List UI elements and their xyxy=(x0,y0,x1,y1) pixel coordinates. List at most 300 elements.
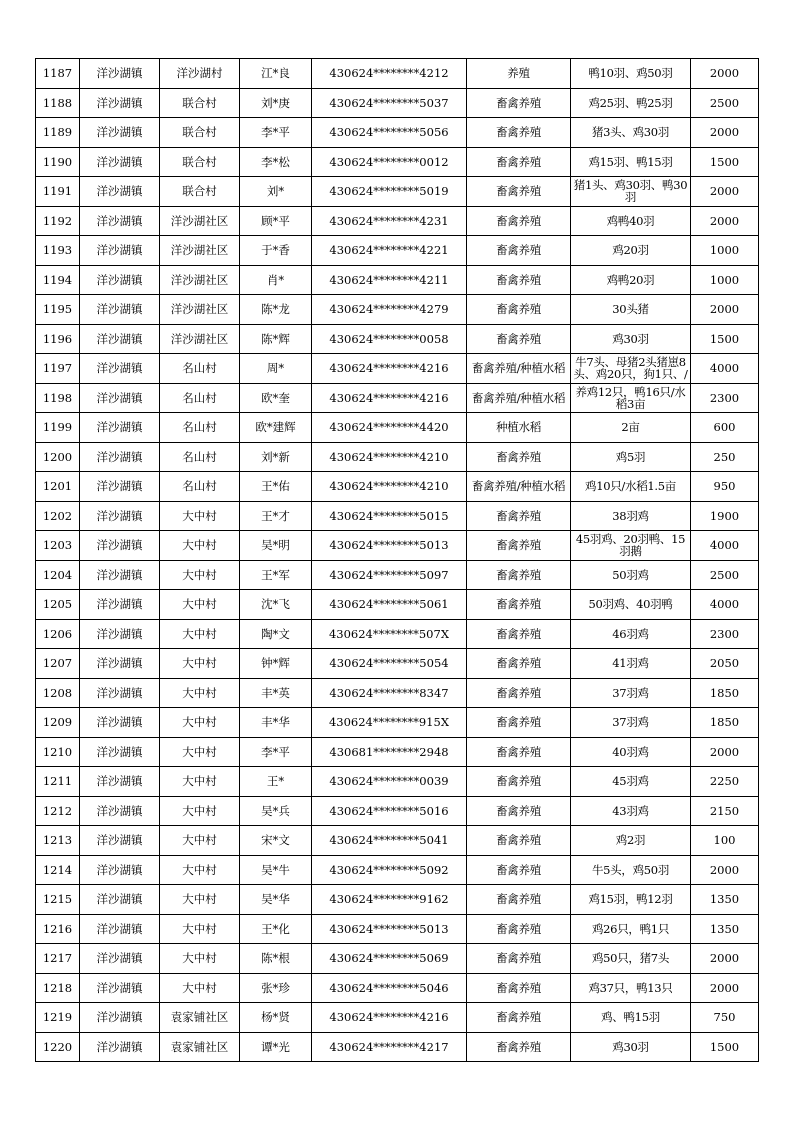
cell-id-number: 430624********5013 xyxy=(312,531,467,561)
cell-name: 陈*龙 xyxy=(240,295,312,325)
cell-name: 吴*牛 xyxy=(240,855,312,885)
cell-town: 洋沙湖镇 xyxy=(80,265,160,295)
cell-village: 大中村 xyxy=(160,501,240,531)
cell-town: 洋沙湖镇 xyxy=(80,885,160,915)
cell-name: 王*化 xyxy=(240,914,312,944)
cell-amount: 2050 xyxy=(691,649,759,679)
cell-amount: 1000 xyxy=(691,265,759,295)
cell-village: 大中村 xyxy=(160,590,240,620)
table-row xyxy=(36,265,759,295)
cell-town: 洋沙湖镇 xyxy=(80,118,160,148)
cell-scale: 鸡、鸭15羽 xyxy=(571,1003,691,1033)
table-row xyxy=(36,649,759,679)
cell-village: 洋沙湖社区 xyxy=(160,236,240,266)
cell-town: 洋沙湖镇 xyxy=(80,914,160,944)
cell-town: 洋沙湖镇 xyxy=(80,796,160,826)
cell-village: 联合村 xyxy=(160,147,240,177)
cell-town: 洋沙湖镇 xyxy=(80,678,160,708)
cell-scale: 41羽鸡 xyxy=(571,649,691,679)
cell-village: 大中村 xyxy=(160,708,240,738)
cell-town: 洋沙湖镇 xyxy=(80,649,160,679)
cell-row-number: 1220 xyxy=(36,1032,80,1062)
cell-name: 陶*文 xyxy=(240,619,312,649)
cell-id-number: 430624********5069 xyxy=(312,944,467,974)
cell-amount: 2000 xyxy=(691,59,759,89)
cell-row-number: 1210 xyxy=(36,737,80,767)
cell-amount: 2000 xyxy=(691,737,759,767)
cell-amount: 2500 xyxy=(691,560,759,590)
cell-village: 联合村 xyxy=(160,177,240,207)
cell-town: 洋沙湖镇 xyxy=(80,501,160,531)
cell-amount: 4000 xyxy=(691,354,759,384)
table-row xyxy=(36,236,759,266)
cell-id-number: 430624********0058 xyxy=(312,324,467,354)
table-row xyxy=(36,354,759,384)
cell-amount: 950 xyxy=(691,472,759,502)
cell-village: 大中村 xyxy=(160,649,240,679)
cell-scale: 鸡15羽、鸭15羽 xyxy=(571,147,691,177)
cell-row-number: 1193 xyxy=(36,236,80,266)
cell-scale: 鸡25羽、鸭25羽 xyxy=(571,88,691,118)
subsidy-table xyxy=(35,58,759,1062)
table-row xyxy=(36,501,759,531)
cell-name: 顾*平 xyxy=(240,206,312,236)
cell-scale: 45羽鸡 xyxy=(571,767,691,797)
cell-id-number: 430624********4221 xyxy=(312,236,467,266)
cell-name: 杨*贤 xyxy=(240,1003,312,1033)
cell-row-number: 1197 xyxy=(36,354,80,384)
cell-industry-type: 畜禽养殖 xyxy=(467,737,571,767)
cell-village: 名山村 xyxy=(160,442,240,472)
cell-row-number: 1217 xyxy=(36,944,80,974)
cell-name: 吴*华 xyxy=(240,885,312,915)
cell-village: 大中村 xyxy=(160,767,240,797)
cell-name: 谭*光 xyxy=(240,1032,312,1062)
cell-row-number: 1208 xyxy=(36,678,80,708)
cell-town: 洋沙湖镇 xyxy=(80,354,160,384)
cell-name: 李*平 xyxy=(240,737,312,767)
cell-id-number: 430624********4210 xyxy=(312,472,467,502)
cell-scale: 鸡30羽 xyxy=(571,1032,691,1062)
cell-scale: 猪1头、鸡30羽、鸭30羽 xyxy=(571,177,691,207)
table-row xyxy=(36,177,759,207)
cell-scale: 37羽鸡 xyxy=(571,678,691,708)
table-row xyxy=(36,914,759,944)
cell-id-number: 430624********4211 xyxy=(312,265,467,295)
cell-amount: 2500 xyxy=(691,88,759,118)
cell-scale: 40羽鸡 xyxy=(571,737,691,767)
cell-industry-type: 畜禽养殖 xyxy=(467,767,571,797)
cell-industry-type: 畜禽养殖 xyxy=(467,531,571,561)
cell-village: 大中村 xyxy=(160,619,240,649)
table-row xyxy=(36,383,759,413)
cell-scale: 鸡20羽 xyxy=(571,236,691,266)
cell-name: 王*佑 xyxy=(240,472,312,502)
cell-industry-type: 养殖 xyxy=(467,59,571,89)
cell-industry-type: 畜禽养殖 xyxy=(467,1032,571,1062)
table-row xyxy=(36,442,759,472)
table-row xyxy=(36,826,759,856)
cell-industry-type: 畜禽养殖 xyxy=(467,885,571,915)
cell-row-number: 1191 xyxy=(36,177,80,207)
cell-industry-type: 畜禽养殖 xyxy=(467,590,571,620)
cell-id-number: 430624********5061 xyxy=(312,590,467,620)
cell-row-number: 1209 xyxy=(36,708,80,738)
cell-scale: 鸡15羽，鸭12羽 xyxy=(571,885,691,915)
table-row xyxy=(36,855,759,885)
cell-industry-type: 畜禽养殖 xyxy=(467,147,571,177)
cell-name: 张*珍 xyxy=(240,973,312,1003)
cell-id-number: 430624********5056 xyxy=(312,118,467,148)
cell-town: 洋沙湖镇 xyxy=(80,413,160,443)
cell-town: 洋沙湖镇 xyxy=(80,88,160,118)
cell-name: 周* xyxy=(240,354,312,384)
cell-scale: 37羽鸡 xyxy=(571,708,691,738)
cell-town: 洋沙湖镇 xyxy=(80,973,160,1003)
cell-town: 洋沙湖镇 xyxy=(80,1032,160,1062)
cell-amount: 2000 xyxy=(691,944,759,974)
table-row xyxy=(36,973,759,1003)
cell-amount: 2300 xyxy=(691,619,759,649)
cell-industry-type: 畜禽养殖 xyxy=(467,295,571,325)
cell-village: 名山村 xyxy=(160,354,240,384)
cell-id-number: 430624********4231 xyxy=(312,206,467,236)
cell-row-number: 1204 xyxy=(36,560,80,590)
cell-scale: 鸡2羽 xyxy=(571,826,691,856)
cell-scale: 鸡37只，鸭13只 xyxy=(571,973,691,1003)
cell-name: 刘* xyxy=(240,177,312,207)
cell-name: 李*松 xyxy=(240,147,312,177)
cell-amount: 2000 xyxy=(691,177,759,207)
cell-amount: 2150 xyxy=(691,796,759,826)
table-row xyxy=(36,206,759,236)
cell-scale: 38羽鸡 xyxy=(571,501,691,531)
table-row xyxy=(36,324,759,354)
cell-industry-type: 畜禽养殖 xyxy=(467,973,571,1003)
cell-scale: 鸡10只/水稻1.5亩 xyxy=(571,472,691,502)
cell-scale: 猪3头、鸡30羽 xyxy=(571,118,691,148)
cell-amount: 1000 xyxy=(691,236,759,266)
cell-village: 大中村 xyxy=(160,737,240,767)
cell-town: 洋沙湖镇 xyxy=(80,826,160,856)
cell-amount: 2000 xyxy=(691,855,759,885)
cell-scale: 50羽鸡 xyxy=(571,560,691,590)
cell-industry-type: 畜禽养殖 xyxy=(467,442,571,472)
cell-village: 大中村 xyxy=(160,560,240,590)
cell-scale: 牛7头、母猪2头猪崽8头、鸡20只，狗1只、/ xyxy=(571,354,691,384)
table-row xyxy=(36,118,759,148)
table-row xyxy=(36,767,759,797)
cell-name: 陈*根 xyxy=(240,944,312,974)
cell-amount: 1900 xyxy=(691,501,759,531)
cell-town: 洋沙湖镇 xyxy=(80,147,160,177)
cell-amount: 600 xyxy=(691,413,759,443)
table-row xyxy=(36,708,759,738)
cell-town: 洋沙湖镇 xyxy=(80,590,160,620)
cell-row-number: 1198 xyxy=(36,383,80,413)
table-row xyxy=(36,472,759,502)
cell-row-number: 1189 xyxy=(36,118,80,148)
cell-industry-type: 畜禽养殖 xyxy=(467,796,571,826)
cell-name: 王*军 xyxy=(240,560,312,590)
cell-row-number: 1211 xyxy=(36,767,80,797)
cell-village: 袁家铺社区 xyxy=(160,1032,240,1062)
table-body xyxy=(36,59,759,1062)
cell-industry-type: 畜禽养殖 xyxy=(467,560,571,590)
cell-id-number: 430624********4216 xyxy=(312,354,467,384)
cell-id-number: 430624********5016 xyxy=(312,796,467,826)
cell-scale: 鸡鸭40羽 xyxy=(571,206,691,236)
cell-scale: 鸡50只，猪7头 xyxy=(571,944,691,974)
cell-row-number: 1219 xyxy=(36,1003,80,1033)
cell-amount: 750 xyxy=(691,1003,759,1033)
cell-industry-type: 畜禽养殖 xyxy=(467,501,571,531)
cell-industry-type: 畜禽养殖 xyxy=(467,1003,571,1033)
cell-name: 王* xyxy=(240,767,312,797)
table-row xyxy=(36,295,759,325)
cell-id-number: 430624********4212 xyxy=(312,59,467,89)
cell-id-number: 430624********5092 xyxy=(312,855,467,885)
cell-town: 洋沙湖镇 xyxy=(80,1003,160,1033)
cell-amount: 2250 xyxy=(691,767,759,797)
cell-name: 于*香 xyxy=(240,236,312,266)
table-row xyxy=(36,678,759,708)
cell-name: 江*良 xyxy=(240,59,312,89)
cell-village: 大中村 xyxy=(160,678,240,708)
cell-village: 名山村 xyxy=(160,472,240,502)
cell-scale: 30头猪 xyxy=(571,295,691,325)
cell-row-number: 1216 xyxy=(36,914,80,944)
cell-scale: 鸡26只，鸭1只 xyxy=(571,914,691,944)
cell-amount: 1850 xyxy=(691,708,759,738)
cell-id-number: 430624********5054 xyxy=(312,649,467,679)
cell-scale: 牛5头，鸡50羽 xyxy=(571,855,691,885)
table-row xyxy=(36,619,759,649)
cell-scale: 2亩 xyxy=(571,413,691,443)
cell-village: 大中村 xyxy=(160,531,240,561)
cell-id-number: 430624********5015 xyxy=(312,501,467,531)
cell-row-number: 1206 xyxy=(36,619,80,649)
cell-amount: 2300 xyxy=(691,383,759,413)
cell-industry-type: 畜禽养殖 xyxy=(467,265,571,295)
cell-industry-type: 种植水稻 xyxy=(467,413,571,443)
cell-village: 洋沙湖社区 xyxy=(160,206,240,236)
cell-town: 洋沙湖镇 xyxy=(80,944,160,974)
cell-town: 洋沙湖镇 xyxy=(80,619,160,649)
cell-row-number: 1195 xyxy=(36,295,80,325)
cell-row-number: 1202 xyxy=(36,501,80,531)
cell-town: 洋沙湖镇 xyxy=(80,206,160,236)
cell-industry-type: 畜禽养殖 xyxy=(467,206,571,236)
cell-id-number: 430624********4420 xyxy=(312,413,467,443)
cell-amount: 2000 xyxy=(691,973,759,1003)
cell-village: 大中村 xyxy=(160,944,240,974)
cell-id-number: 430624********4216 xyxy=(312,383,467,413)
cell-amount: 2000 xyxy=(691,118,759,148)
table-row xyxy=(36,531,759,561)
cell-id-number: 430624********4279 xyxy=(312,295,467,325)
cell-scale: 鸡5羽 xyxy=(571,442,691,472)
cell-id-number: 430624********5041 xyxy=(312,826,467,856)
cell-amount: 100 xyxy=(691,826,759,856)
cell-scale: 45羽鸡、20羽鸭、15羽鹅 xyxy=(571,531,691,561)
cell-town: 洋沙湖镇 xyxy=(80,531,160,561)
cell-id-number: 430624********915X xyxy=(312,708,467,738)
cell-id-number: 430624********9162 xyxy=(312,885,467,915)
table-row xyxy=(36,944,759,974)
cell-industry-type: 畜禽养殖 xyxy=(467,324,571,354)
cell-industry-type: 畜禽养殖 xyxy=(467,855,571,885)
cell-industry-type: 畜禽养殖 xyxy=(467,177,571,207)
cell-village: 大中村 xyxy=(160,973,240,1003)
cell-village: 名山村 xyxy=(160,413,240,443)
cell-village: 大中村 xyxy=(160,914,240,944)
cell-industry-type: 畜禽养殖 xyxy=(467,678,571,708)
cell-row-number: 1196 xyxy=(36,324,80,354)
cell-industry-type: 畜禽养殖/种植水稻 xyxy=(467,354,571,384)
cell-scale: 46羽鸡 xyxy=(571,619,691,649)
cell-industry-type: 畜禽养殖 xyxy=(467,708,571,738)
table-row xyxy=(36,885,759,915)
cell-village: 袁家铺社区 xyxy=(160,1003,240,1033)
cell-scale: 养鸡12只，鸭16只/水稻3亩 xyxy=(571,383,691,413)
cell-town: 洋沙湖镇 xyxy=(80,472,160,502)
cell-amount: 4000 xyxy=(691,590,759,620)
cell-row-number: 1188 xyxy=(36,88,80,118)
cell-industry-type: 畜禽养殖/种植水稻 xyxy=(467,472,571,502)
cell-industry-type: 畜禽养殖 xyxy=(467,236,571,266)
cell-name: 王*才 xyxy=(240,501,312,531)
cell-row-number: 1192 xyxy=(36,206,80,236)
cell-town: 洋沙湖镇 xyxy=(80,295,160,325)
table-row xyxy=(36,147,759,177)
cell-amount: 4000 xyxy=(691,531,759,561)
cell-name: 陈*辉 xyxy=(240,324,312,354)
cell-row-number: 1200 xyxy=(36,442,80,472)
cell-village: 名山村 xyxy=(160,383,240,413)
cell-village: 洋沙湖社区 xyxy=(160,265,240,295)
cell-name: 肖* xyxy=(240,265,312,295)
cell-village: 大中村 xyxy=(160,796,240,826)
cell-id-number: 430624********4217 xyxy=(312,1032,467,1062)
cell-town: 洋沙湖镇 xyxy=(80,560,160,590)
cell-industry-type: 畜禽养殖 xyxy=(467,826,571,856)
cell-name: 吴*明 xyxy=(240,531,312,561)
cell-amount: 1850 xyxy=(691,678,759,708)
cell-id-number: 430624********5097 xyxy=(312,560,467,590)
table-row xyxy=(36,59,759,89)
cell-town: 洋沙湖镇 xyxy=(80,324,160,354)
cell-row-number: 1187 xyxy=(36,59,80,89)
cell-town: 洋沙湖镇 xyxy=(80,855,160,885)
cell-industry-type: 畜禽养殖 xyxy=(467,649,571,679)
cell-name: 欧*建辉 xyxy=(240,413,312,443)
cell-row-number: 1207 xyxy=(36,649,80,679)
cell-name: 刘*新 xyxy=(240,442,312,472)
cell-row-number: 1205 xyxy=(36,590,80,620)
cell-row-number: 1218 xyxy=(36,973,80,1003)
table-row xyxy=(36,1003,759,1033)
cell-id-number: 430624********0012 xyxy=(312,147,467,177)
cell-id-number: 430624********5013 xyxy=(312,914,467,944)
cell-town: 洋沙湖镇 xyxy=(80,737,160,767)
cell-amount: 2000 xyxy=(691,295,759,325)
table-row xyxy=(36,1032,759,1062)
cell-id-number: 430624********4216 xyxy=(312,1003,467,1033)
cell-name: 吴*兵 xyxy=(240,796,312,826)
cell-name: 丰*英 xyxy=(240,678,312,708)
cell-village: 联合村 xyxy=(160,118,240,148)
cell-industry-type: 畜禽养殖 xyxy=(467,619,571,649)
cell-id-number: 430624********5037 xyxy=(312,88,467,118)
cell-town: 洋沙湖镇 xyxy=(80,236,160,266)
cell-scale: 50羽鸡、40羽鸭 xyxy=(571,590,691,620)
cell-village: 联合村 xyxy=(160,88,240,118)
cell-industry-type: 畜禽养殖 xyxy=(467,944,571,974)
cell-row-number: 1199 xyxy=(36,413,80,443)
cell-scale: 鸭10羽、鸡50羽 xyxy=(571,59,691,89)
cell-id-number: 430681********2948 xyxy=(312,737,467,767)
cell-name: 丰*华 xyxy=(240,708,312,738)
table-row xyxy=(36,590,759,620)
cell-row-number: 1212 xyxy=(36,796,80,826)
cell-name: 钟*辉 xyxy=(240,649,312,679)
cell-id-number: 430624********5019 xyxy=(312,177,467,207)
cell-town: 洋沙湖镇 xyxy=(80,442,160,472)
cell-row-number: 1203 xyxy=(36,531,80,561)
cell-village: 大中村 xyxy=(160,826,240,856)
cell-name: 沈*飞 xyxy=(240,590,312,620)
cell-amount: 250 xyxy=(691,442,759,472)
cell-amount: 1500 xyxy=(691,147,759,177)
cell-row-number: 1213 xyxy=(36,826,80,856)
cell-scale: 鸡30羽 xyxy=(571,324,691,354)
cell-village: 洋沙湖社区 xyxy=(160,295,240,325)
cell-industry-type: 畜禽养殖 xyxy=(467,914,571,944)
cell-name: 刘*庚 xyxy=(240,88,312,118)
cell-village: 洋沙湖社区 xyxy=(160,324,240,354)
cell-amount: 1500 xyxy=(691,1032,759,1062)
cell-scale: 43羽鸡 xyxy=(571,796,691,826)
cell-row-number: 1201 xyxy=(36,472,80,502)
cell-row-number: 1194 xyxy=(36,265,80,295)
cell-id-number: 430624********5046 xyxy=(312,973,467,1003)
cell-amount: 1350 xyxy=(691,885,759,915)
cell-amount: 1350 xyxy=(691,914,759,944)
cell-town: 洋沙湖镇 xyxy=(80,59,160,89)
cell-town: 洋沙湖镇 xyxy=(80,383,160,413)
table-row xyxy=(36,88,759,118)
table-row xyxy=(36,796,759,826)
cell-town: 洋沙湖镇 xyxy=(80,767,160,797)
cell-village: 大中村 xyxy=(160,885,240,915)
table-row xyxy=(36,560,759,590)
cell-amount: 2000 xyxy=(691,206,759,236)
cell-id-number: 430624********4210 xyxy=(312,442,467,472)
cell-row-number: 1190 xyxy=(36,147,80,177)
table-row xyxy=(36,413,759,443)
cell-name: 李*平 xyxy=(240,118,312,148)
cell-industry-type: 畜禽养殖/种植水稻 xyxy=(467,383,571,413)
cell-town: 洋沙湖镇 xyxy=(80,708,160,738)
cell-village: 洋沙湖村 xyxy=(160,59,240,89)
cell-name: 宋*文 xyxy=(240,826,312,856)
cell-name: 欧*奎 xyxy=(240,383,312,413)
cell-id-number: 430624********0039 xyxy=(312,767,467,797)
cell-row-number: 1215 xyxy=(36,885,80,915)
cell-town: 洋沙湖镇 xyxy=(80,177,160,207)
cell-village: 大中村 xyxy=(160,855,240,885)
